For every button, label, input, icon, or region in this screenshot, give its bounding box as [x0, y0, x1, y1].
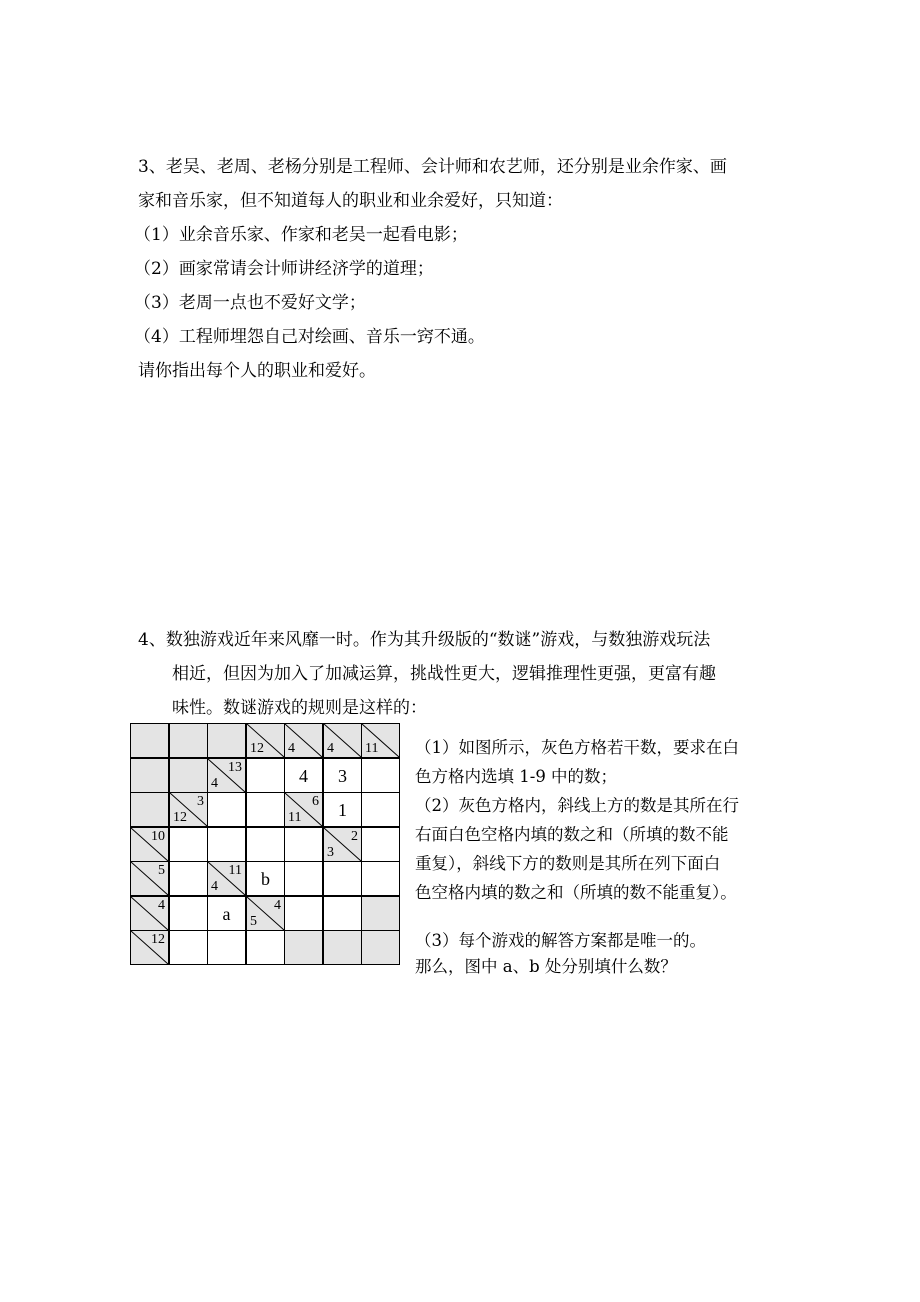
clue-cell	[323, 930, 362, 965]
row-sum-clue: 5	[158, 863, 165, 878]
row-sum-clue: 4	[158, 898, 165, 913]
clue-cell	[323, 723, 362, 758]
q3-question: 请你指出每个人的职业和爱好。	[138, 361, 376, 381]
clue-cell	[246, 723, 285, 758]
answer-cell	[207, 827, 246, 862]
answer-cell	[169, 861, 208, 896]
answer-cell	[246, 792, 285, 827]
column-sum-clue: 12	[173, 810, 187, 825]
column-sum-clue: 4	[327, 741, 334, 756]
rule-1-line-1: （1）如图所示，灰色方格若干数，要求在白	[415, 738, 739, 757]
column-sum-clue: 12	[250, 741, 264, 756]
clue-cell	[361, 930, 400, 965]
q4-intro-line-1: 4、数独游戏近年来风靡一时。作为其升级版的“数谜”游戏，与数独游戏玩法	[138, 630, 711, 650]
answer-cell	[284, 758, 323, 793]
answer-cell	[207, 792, 246, 827]
row-sum-clue: 3	[197, 794, 204, 809]
clue-cell	[284, 723, 323, 758]
given-digit: 4	[299, 766, 308, 786]
answer-cell	[284, 896, 323, 931]
q4-intro-line-3: 味性。数谜游戏的规则是这样的：	[172, 698, 427, 718]
clue-cell	[130, 861, 169, 896]
clue-cell	[207, 758, 246, 793]
clue-cell	[130, 827, 169, 862]
q4-rules	[415, 733, 790, 907]
column-sum-clue: 4	[211, 879, 218, 894]
clue-cell	[130, 792, 169, 827]
given-digit: 3	[338, 766, 347, 786]
answer-cell	[169, 930, 208, 965]
final-question: 那么，图中 a、b 处分别填什么数？	[415, 957, 677, 976]
column-sum-clue: 5	[250, 914, 257, 929]
answer-cell	[361, 792, 400, 827]
clue-cell	[130, 930, 169, 965]
q3-condition-3: （3）老周一点也不爱好文学；	[134, 293, 366, 313]
answer-cell	[323, 792, 362, 827]
clue-cell	[130, 896, 169, 931]
clue-cell	[169, 758, 208, 793]
clue-cell	[207, 723, 246, 758]
answer-cell	[361, 827, 400, 862]
column-sum-clue: 4	[211, 776, 218, 791]
unknown-marker: b	[261, 869, 270, 889]
clue-cell	[284, 930, 323, 965]
answer-cell	[169, 827, 208, 862]
row-sum-clue: 10	[151, 829, 165, 844]
rule-3: （3）每个游戏的解答方案都是唯一的。	[415, 931, 706, 950]
row-sum-clue: 2	[351, 829, 358, 844]
rule-2-line-1: （2）灰色方格内，斜线上方的数是其所在行	[415, 796, 739, 815]
answer-cell	[361, 861, 400, 896]
given-digit: 1	[338, 800, 347, 820]
answer-cell	[207, 930, 246, 965]
answer-cell	[361, 758, 400, 793]
clue-cell	[207, 861, 246, 896]
q3-line-2: 家和音乐家，但不知道每人的职业和业余爱好，只知道：	[138, 191, 563, 211]
clue-cell	[284, 792, 323, 827]
row-sum-clue: 4	[274, 898, 281, 913]
column-sum-clue: 3	[327, 845, 334, 860]
rule-2-line-4: 色空格内填的数之和（所填的数不能重复）。	[415, 883, 737, 902]
answer-cell	[169, 896, 208, 931]
answer-cell	[323, 861, 362, 896]
clue-cell	[169, 792, 208, 827]
rule-1-line-2: 色方格内选填 1-9 中的数；	[415, 767, 618, 786]
column-sum-clue: 11	[365, 741, 379, 756]
answer-cell	[284, 861, 323, 896]
unknown-marker: a	[222, 904, 231, 924]
row-sum-clue: 11	[228, 863, 242, 878]
q3-condition-1: （1）业余音乐家、作家和老吴一起看电影；	[134, 225, 468, 245]
answer-cell	[246, 930, 285, 965]
rule-2-line-2: 右面白色空格内填的数之和（所填的数不能	[415, 825, 729, 844]
rule-2-line-3: 重复），斜线下方的数则是其所在列下面白	[415, 854, 721, 873]
answer-cell	[246, 758, 285, 793]
row-sum-clue: 13	[228, 760, 242, 775]
answer-cell	[284, 827, 323, 862]
answer-cell	[246, 861, 285, 896]
answer-cell	[246, 827, 285, 862]
q3-line-1: 3、老吴、老周、老杨分别是工程师、会计师和农艺师，还分别是业余作家、画	[138, 157, 727, 177]
q4-intro-line-2: 相近，但因为加入了加减运算，挑战性更大，逻辑推理性更强，更富有趣	[172, 664, 716, 684]
answer-cell	[323, 758, 362, 793]
row-sum-clue: 12	[151, 932, 165, 947]
column-sum-clue: 4	[288, 741, 295, 756]
q3-condition-4: （4）工程师埋怨自己对绘画、音乐一窍不通。	[134, 327, 485, 347]
column-sum-clue: 11	[288, 810, 302, 825]
clue-cell	[130, 723, 169, 758]
clue-cell	[361, 723, 400, 758]
answer-cell	[207, 896, 246, 931]
clue-cell	[246, 896, 285, 931]
row-sum-clue: 6	[312, 794, 319, 809]
clue-cell	[323, 827, 362, 862]
q3-condition-2: （2）画家常请会计师讲经济学的道理；	[134, 259, 434, 279]
q4-rules-tail	[415, 928, 790, 980]
clue-cell	[130, 758, 169, 793]
clue-cell	[361, 896, 400, 931]
clue-cell	[169, 723, 208, 758]
answer-cell	[323, 896, 362, 931]
